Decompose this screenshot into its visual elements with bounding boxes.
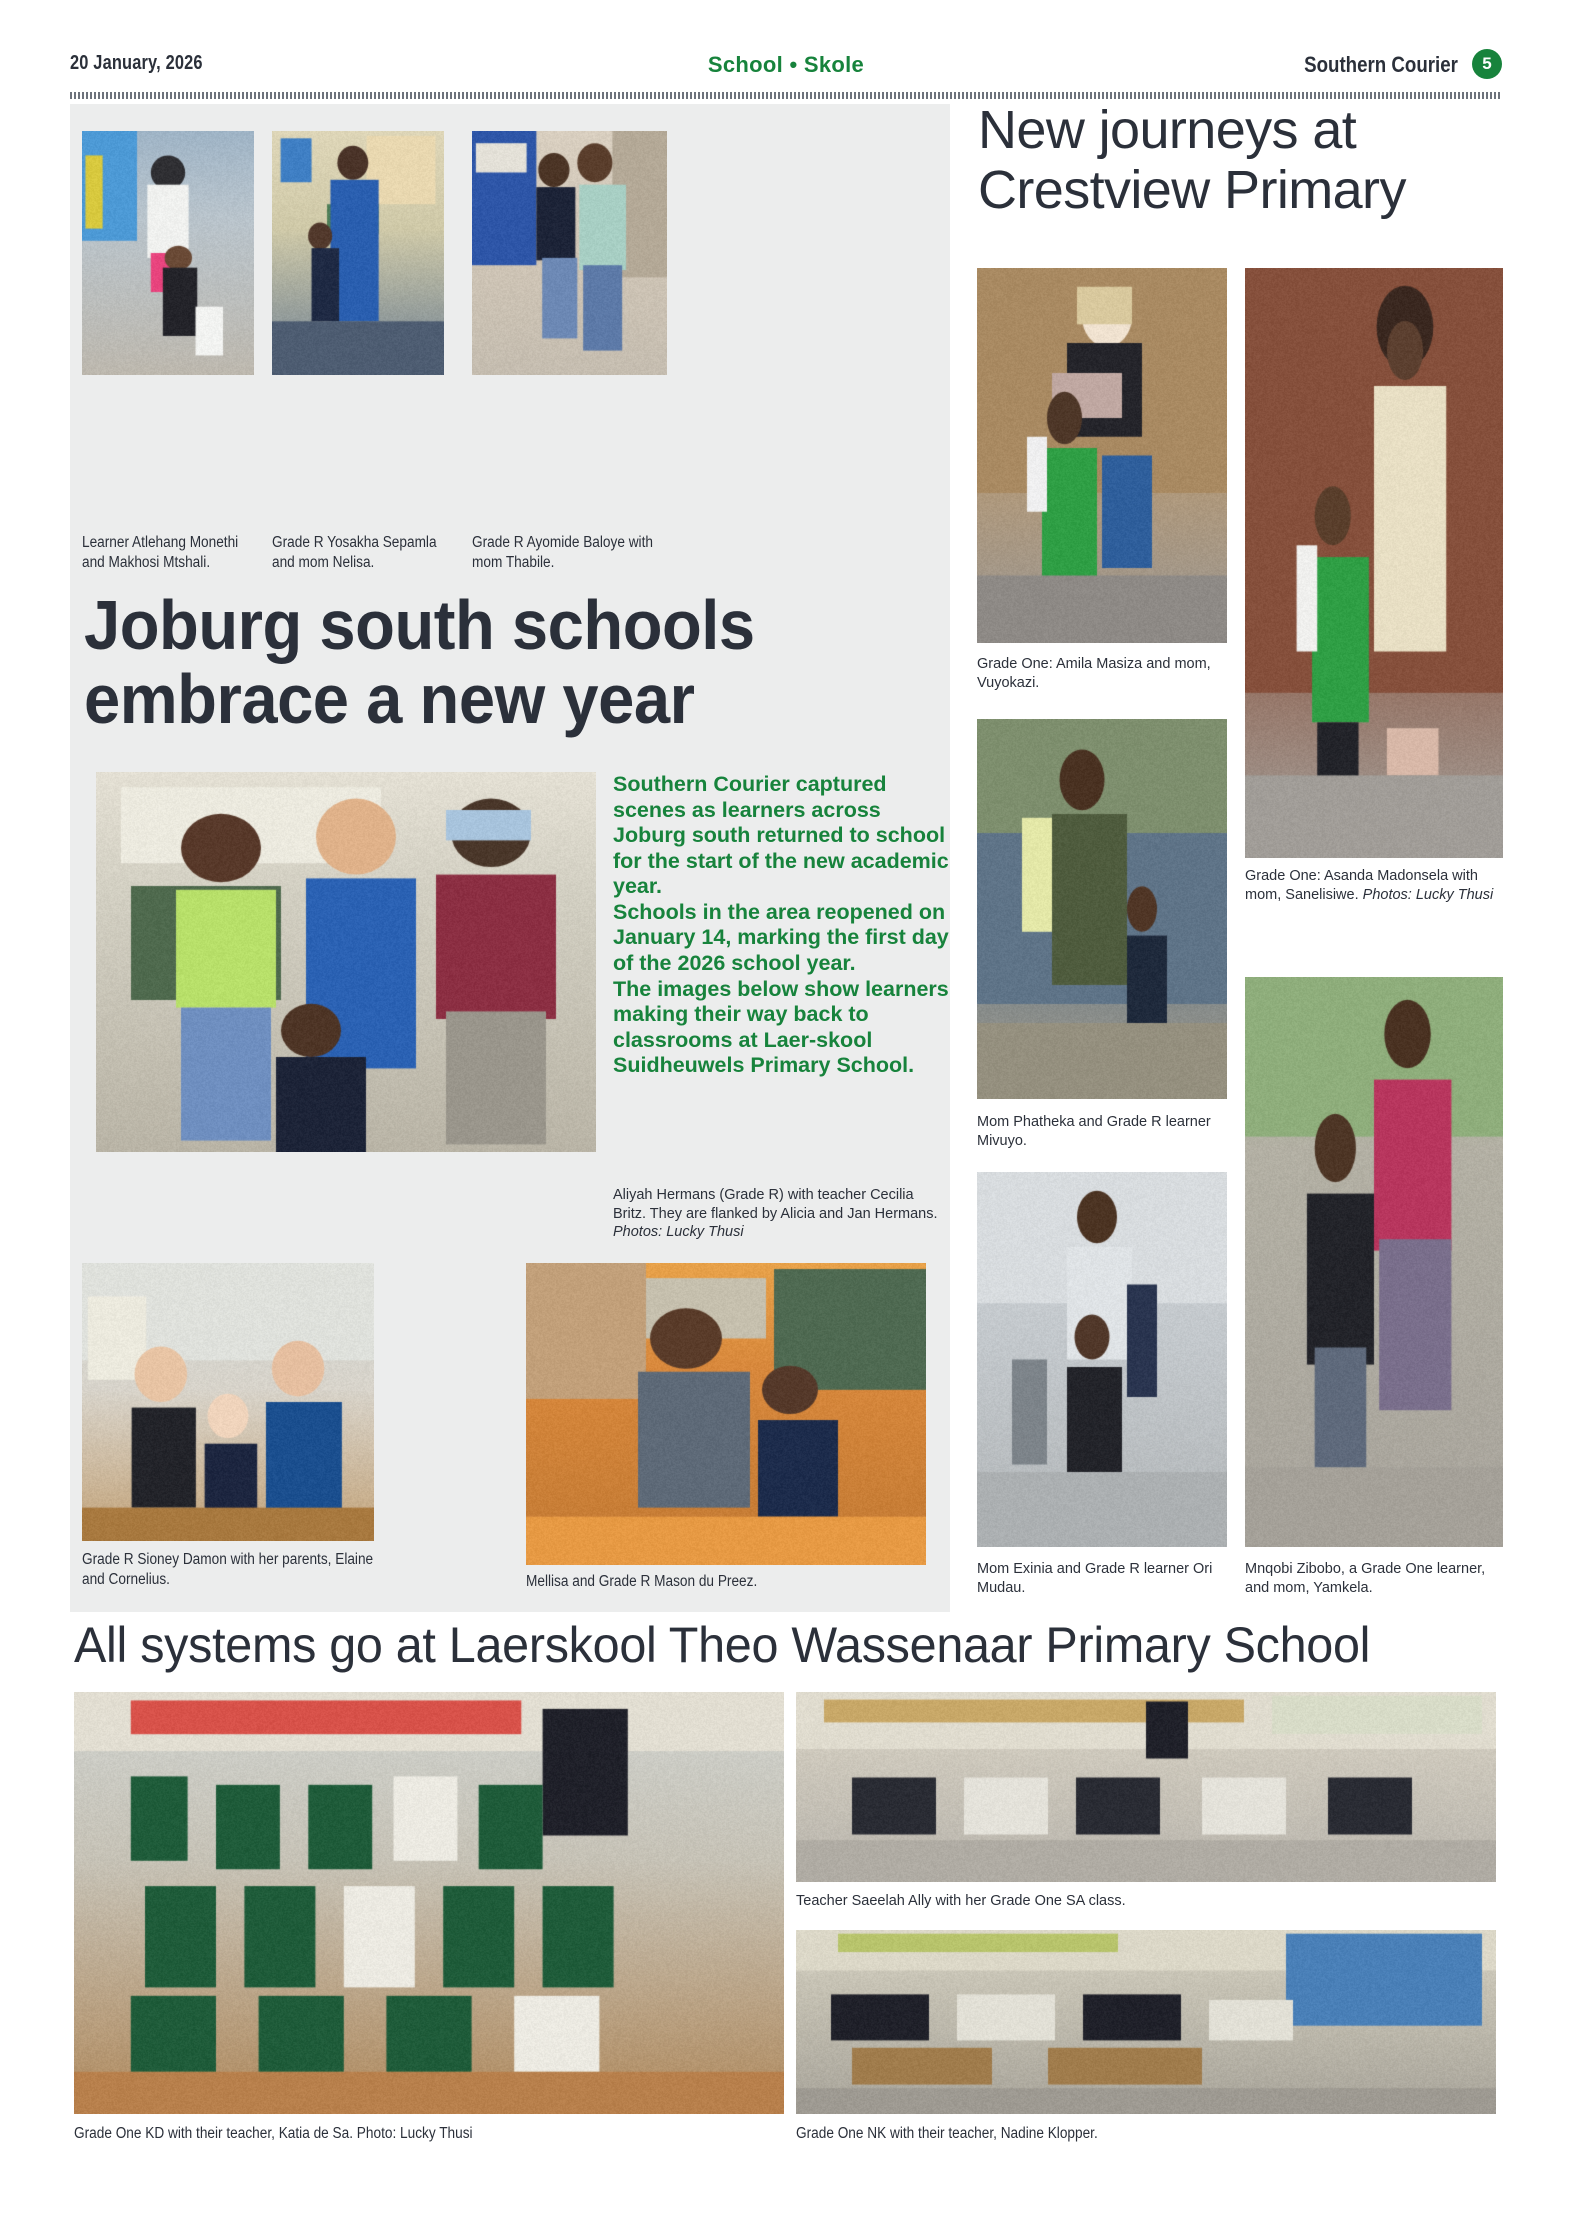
caption-grade-one-sa: Teacher Saeelah Ally with her Grade One SA class. bbox=[796, 1893, 1126, 1909]
photo-ayomide-baloye bbox=[472, 131, 667, 375]
caption-text: Grade One: Amila Masiza and mom, Vuyokazi. bbox=[977, 656, 1211, 691]
photo-credit: Photos: Lucky Thusi bbox=[613, 1224, 744, 1241]
caption-text: Aliyah Hermans (Grade R) with teacher Cecilia Britz. They are flanked by Alicia and Jan Hermans. bbox=[613, 1187, 938, 1222]
standfirst-text bbox=[613, 772, 953, 1079]
caption-sioney-damon: Grade R Sioney Damon with her parents, Elaine and Cornelius. bbox=[82, 1551, 374, 1588]
caption-mason-du-preez: Mellisa and Grade R Mason du Preez. bbox=[526, 1573, 758, 1590]
photo-mnqobi-zibobo bbox=[1245, 977, 1503, 1547]
photo-mom-exinia bbox=[977, 1172, 1227, 1547]
photo-credit: Photos: Lucky Thusi bbox=[1362, 886, 1494, 903]
caption-text: Grade One: Asanda Madonsela with mom, Sanelisiwe. bbox=[1245, 868, 1478, 903]
photo-mason-du-preez bbox=[526, 1263, 926, 1565]
caption-text: Mom Phatheka and Grade R learner Mivuyo. bbox=[977, 1114, 1211, 1149]
issue-date: 20 January, 2026 bbox=[70, 52, 203, 74]
headline-line-2: embrace a new year bbox=[84, 660, 695, 739]
standfirst-paragraph-3: The images below show learners making their way back to classrooms at Laer-skool Suidheuwels Primary School. bbox=[613, 976, 949, 1078]
caption-text: Mom Exinia and Grade R learner Ori Mudau. bbox=[977, 1561, 1213, 1596]
photo-sioney-damon bbox=[82, 1263, 374, 1541]
section-title: School • Skole bbox=[707, 52, 865, 77]
photo-amila-masiza bbox=[977, 268, 1227, 643]
caption-mom-exinia bbox=[977, 1560, 1227, 1597]
caption-text: Mnqobi Zibobo, a Grade One learner, and mom, Yamkela. bbox=[1245, 1561, 1486, 1596]
caption-aliyah-hermans bbox=[613, 1186, 948, 1242]
caption-grade-one-kd: Grade One KD with their teacher, Katia de Sa. Photo: Lucky Thusi bbox=[74, 2125, 473, 2142]
caption-grade-one-nk: Grade One NK with their teacher, Nadine Klopper. bbox=[796, 2125, 1098, 2142]
caption-atlehang-monethi: Learner Atlehang Monethi and Makhosi Mtshali. bbox=[82, 534, 239, 571]
masthead-rule bbox=[70, 92, 1502, 99]
photo-atlehang-monethi bbox=[82, 131, 254, 375]
right-headline-line-2: Crestview Primary bbox=[978, 160, 1406, 221]
page-number-badge: 5 bbox=[1472, 49, 1502, 79]
headline-line-1: Joburg south schools bbox=[84, 586, 755, 664]
photo-yosakha-sepamla bbox=[272, 131, 444, 375]
left-article-headline bbox=[84, 586, 865, 739]
publication-name: Southern Courier bbox=[1304, 52, 1458, 77]
caption-asanda-madonsela bbox=[1245, 867, 1503, 904]
photo-aliyah-hermans bbox=[96, 772, 596, 1152]
photo-mom-phatheka bbox=[977, 719, 1227, 1099]
photo-asanda-madonsela bbox=[1245, 268, 1503, 858]
bottom-article-headline: All systems go at Laerskool Theo Wassenaar Primary School bbox=[74, 1617, 1371, 1673]
caption-mnqobi-zibobo bbox=[1245, 1560, 1503, 1597]
masthead bbox=[70, 52, 1502, 86]
right-headline-line-1: New journeys at bbox=[978, 100, 1357, 160]
photo-grade-one-kd bbox=[74, 1692, 784, 2114]
standfirst-paragraph-2: Schools in the area reopened on January 14, marking the first day of the 2026 school year. bbox=[613, 899, 949, 976]
caption-amila-masiza bbox=[977, 655, 1227, 692]
photo-grade-one-sa bbox=[796, 1692, 1496, 1882]
right-article-headline bbox=[978, 100, 1508, 221]
photo-grade-one-nk bbox=[796, 1930, 1496, 2114]
caption-yosakha-sepamla: Grade R Yosakha Sepamla and mom Nelisa. bbox=[272, 534, 437, 571]
caption-ayomide-baloye: Grade R Ayomide Baloye with mom Thabile. bbox=[472, 534, 653, 571]
caption-mom-phatheka bbox=[977, 1113, 1227, 1150]
standfirst-paragraph-1: Southern Courier captured scenes as learners across Joburg south returned to school for the start of the new academic year. bbox=[613, 772, 949, 899]
